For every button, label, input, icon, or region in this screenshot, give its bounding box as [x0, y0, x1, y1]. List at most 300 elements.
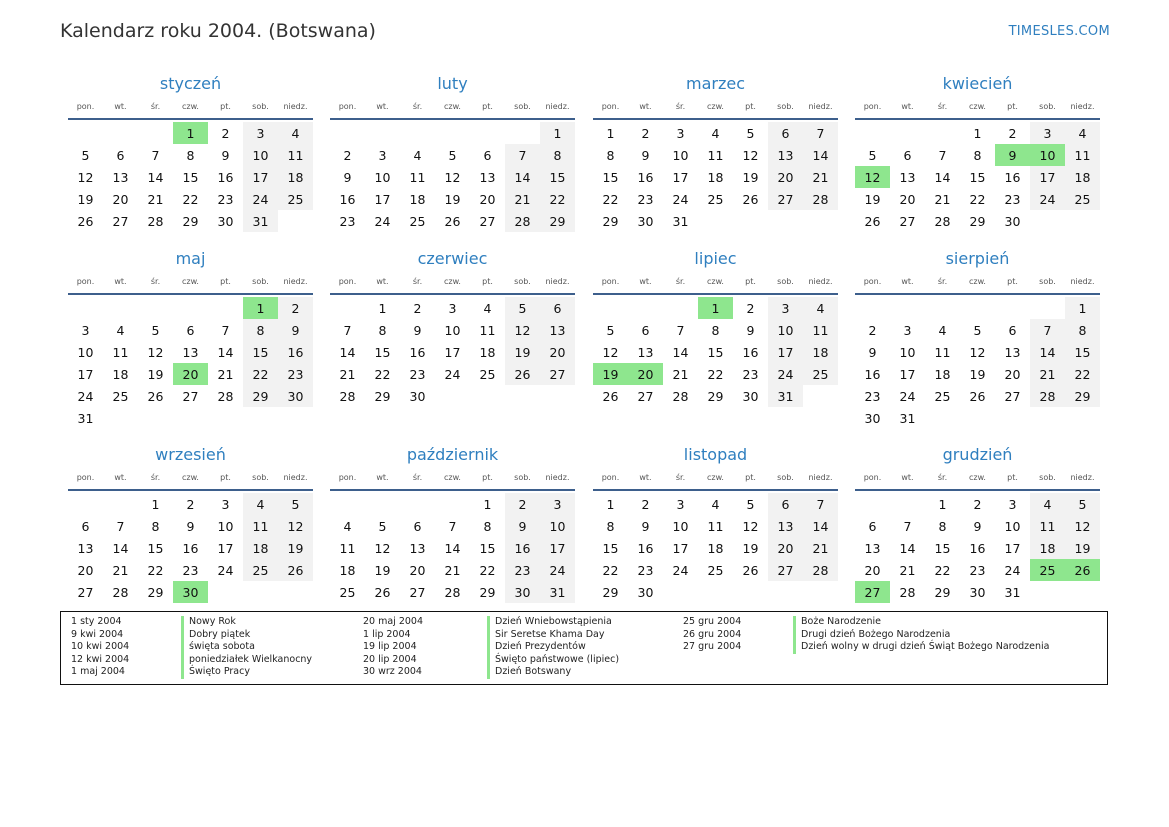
weekday-label: śr. — [937, 473, 948, 482]
empty-cell — [330, 297, 365, 319]
day-cell: 10 — [768, 319, 803, 341]
day-cell: 19 — [505, 341, 540, 363]
day-cell: 18 — [339, 562, 356, 578]
day-cell: 10 — [672, 518, 689, 534]
header-rule — [330, 489, 575, 491]
day-cell: 21 — [444, 562, 461, 578]
day-cell: 8 — [938, 518, 947, 534]
day-cell: 17 — [672, 540, 689, 556]
day-cell: 7 — [903, 518, 912, 534]
day-cell: 28 — [934, 213, 951, 229]
month-title: listopad — [683, 445, 748, 464]
day-cell: 14 — [803, 144, 838, 166]
day-cell: 25 — [1065, 188, 1100, 210]
empty-cell — [103, 493, 138, 515]
day-cell: 23 — [339, 213, 356, 229]
day-cell: 1 — [378, 300, 387, 316]
day-cell: 17 — [1004, 540, 1021, 556]
day-cell: 4 — [116, 322, 125, 338]
empty-cell — [890, 122, 925, 144]
day-cell: 23 — [742, 366, 759, 382]
legend-date: 27 gru 2004 — [683, 641, 742, 653]
day-cell: 27 — [768, 188, 803, 210]
day-cell: 23 — [637, 562, 654, 578]
empty-cell — [470, 122, 505, 144]
legend-date: 25 gru 2004 — [683, 616, 742, 627]
day-cell: 7 — [221, 322, 230, 338]
day-cell: 8 — [151, 518, 160, 534]
empty-cell — [435, 122, 470, 144]
month-block — [68, 445, 313, 603]
day-cell: 21 — [339, 366, 356, 382]
day-cell: 16 — [637, 169, 654, 185]
weekday-header — [593, 98, 838, 116]
day-cell: 13 — [768, 515, 803, 537]
day-cell: 8 — [606, 518, 615, 534]
day-cell: 18 — [707, 169, 724, 185]
weekday-label: pt. — [220, 102, 231, 111]
empty-cell — [593, 297, 628, 319]
legend-holiday-name: Boże Narodzenie — [793, 616, 1050, 629]
day-cell: 24 — [217, 562, 234, 578]
weekday-label: czw. — [444, 473, 461, 482]
day-cell: 8 — [973, 147, 982, 163]
day-cell: 6 — [903, 147, 912, 163]
day-cell: 2 — [343, 147, 352, 163]
weekday-header — [68, 98, 313, 116]
month-block — [855, 445, 1100, 603]
day-cell: 20 — [899, 191, 916, 207]
legend-date-column — [71, 616, 129, 679]
weekday-header — [855, 98, 1100, 116]
day-cell: 2 — [413, 300, 422, 316]
weekday-label: pt. — [1007, 102, 1018, 111]
day-cell: 10 — [672, 147, 689, 163]
weekday-header — [330, 469, 575, 487]
day-cell: 1 — [1065, 297, 1100, 319]
day-cell: 9 — [973, 518, 982, 534]
day-cell: 19 — [77, 191, 94, 207]
day-cell: 16 — [864, 366, 881, 382]
day-cell: 29 — [243, 385, 278, 407]
day-cell: 13 — [182, 344, 199, 360]
day-cell: 22 — [540, 188, 575, 210]
day-cell: 9 — [343, 169, 352, 185]
day-cell: 18 — [409, 191, 426, 207]
day-grid — [68, 122, 313, 232]
weekday-label: pt. — [482, 102, 493, 111]
weekday-label: niedz. — [808, 473, 833, 482]
day-grid — [855, 122, 1100, 232]
day-cell: 6 — [413, 518, 422, 534]
day-cell: 12 — [374, 540, 391, 556]
day-cell: 13 — [899, 169, 916, 185]
day-cell: 11 — [112, 344, 129, 360]
legend-date: 20 lip 2004 — [363, 653, 417, 665]
day-cell: 29 — [1065, 385, 1100, 407]
day-cell: 3 — [1008, 496, 1017, 512]
day-cell: 19 — [147, 366, 164, 382]
day-cell: 28 — [112, 584, 129, 600]
day-cell: 23 — [1004, 191, 1021, 207]
day-cell: 17 — [374, 191, 391, 207]
header-rule — [593, 489, 838, 491]
day-cell: 6 — [81, 518, 90, 534]
legend-name-column — [487, 616, 619, 679]
weekday-label: śr. — [675, 277, 686, 286]
weekday-label: sob. — [777, 473, 794, 482]
weekday-label: czw. — [444, 277, 461, 286]
weekday-label: śr. — [937, 102, 948, 111]
weekday-label: pon. — [601, 102, 620, 111]
day-cell: 13 — [112, 169, 129, 185]
day-cell: 14 — [112, 540, 129, 556]
legend-holiday-name: Święto Pracy — [181, 666, 312, 679]
day-cell: 27 — [1004, 388, 1021, 404]
day-grid — [330, 122, 575, 232]
day-grid — [330, 297, 575, 407]
day-cell: 22 — [934, 562, 951, 578]
day-cell: 5 — [448, 147, 457, 163]
empty-cell — [995, 297, 1030, 319]
day-cell: 26 — [444, 213, 461, 229]
day-cell: 25 — [707, 562, 724, 578]
day-cell: 5 — [606, 322, 615, 338]
legend-date: 19 lip 2004 — [363, 641, 417, 653]
day-cell: 25 — [479, 366, 496, 382]
day-cell: 2 — [746, 300, 755, 316]
weekday-label: wt. — [376, 277, 389, 286]
day-cell: 25 — [934, 388, 951, 404]
weekday-label: sob. — [1039, 102, 1056, 111]
day-cell: 20 — [77, 562, 94, 578]
day-cell: 16 — [217, 169, 234, 185]
day-cell: 24 — [672, 191, 689, 207]
day-cell: 22 — [602, 562, 619, 578]
day-cell: 15 — [374, 344, 391, 360]
day-cell: 8 — [540, 144, 575, 166]
day-cell: 27 — [540, 363, 575, 385]
legend-date: 1 sty 2004 — [71, 616, 122, 627]
day-cell: 27 — [182, 388, 199, 404]
day-cell: 7 — [803, 122, 838, 144]
day-cell: 18 — [479, 344, 496, 360]
empty-cell — [365, 493, 400, 515]
day-cell: 24 — [1030, 188, 1065, 210]
weekday-label: wt. — [376, 102, 389, 111]
day-cell: 13 — [1004, 344, 1021, 360]
day-cell: 8 — [711, 322, 720, 338]
holiday-cell: 20 — [173, 363, 208, 385]
day-cell: 28 — [899, 584, 916, 600]
weekday-label: sob. — [514, 277, 531, 286]
weekday-label: sob. — [252, 102, 269, 111]
day-cell: 14 — [934, 169, 951, 185]
day-cell: 7 — [505, 144, 540, 166]
day-cell: 23 — [217, 191, 234, 207]
weekday-label: pt. — [1007, 277, 1018, 286]
weekday-header — [330, 98, 575, 116]
holiday-cell: 19 — [593, 363, 628, 385]
day-cell: 21 — [934, 191, 951, 207]
header-rule — [593, 293, 838, 295]
weekday-label: czw. — [707, 277, 724, 286]
weekday-label: czw. — [182, 277, 199, 286]
day-cell: 25 — [278, 188, 313, 210]
day-cell: 9 — [413, 322, 422, 338]
day-cell: 4 — [711, 125, 720, 141]
day-cell: 3 — [1030, 122, 1065, 144]
weekday-label: niedz. — [1070, 102, 1095, 111]
weekday-label: wt. — [376, 473, 389, 482]
day-cell: 17 — [444, 344, 461, 360]
empty-cell — [68, 297, 103, 319]
day-cell: 8 — [1065, 319, 1100, 341]
legend-holiday-name: Dzień Prezydentów — [487, 641, 619, 654]
day-cell: 4 — [803, 297, 838, 319]
holiday-cell: 25 — [1030, 559, 1065, 581]
day-cell: 1 — [938, 496, 947, 512]
holiday-cell: 20 — [628, 363, 663, 385]
month-title: marzec — [685, 74, 745, 93]
day-cell: 12 — [77, 169, 94, 185]
holiday-legend — [60, 611, 1108, 685]
weekday-label: niedz. — [808, 277, 833, 286]
day-cell: 30 — [742, 388, 759, 404]
weekday-label: czw. — [182, 473, 199, 482]
day-cell: 22 — [707, 366, 724, 382]
empty-cell — [365, 122, 400, 144]
day-cell: 17 — [899, 366, 916, 382]
header-rule — [855, 293, 1100, 295]
day-cell: 28 — [339, 388, 356, 404]
weekday-label: pon. — [601, 277, 620, 286]
day-cell: 14 — [1030, 341, 1065, 363]
day-cell: 27 — [112, 213, 129, 229]
day-cell: 8 — [483, 518, 492, 534]
day-cell: 2 — [641, 125, 650, 141]
day-cell: 20 — [1004, 366, 1021, 382]
weekday-label: wt. — [639, 102, 652, 111]
day-cell: 30 — [637, 584, 654, 600]
weekday-label: wt. — [639, 473, 652, 482]
day-cell: 29 — [934, 584, 951, 600]
day-cell: 2 — [505, 493, 540, 515]
day-cell: 26 — [278, 559, 313, 581]
day-cell: 5 — [278, 493, 313, 515]
day-cell: 7 — [343, 322, 352, 338]
header-rule — [855, 118, 1100, 120]
weekday-label: pt. — [745, 277, 756, 286]
day-cell: 13 — [864, 540, 881, 556]
day-cell: 6 — [483, 147, 492, 163]
day-cell: 16 — [182, 540, 199, 556]
day-cell: 22 — [969, 191, 986, 207]
day-cell: 23 — [278, 363, 313, 385]
empty-cell — [890, 493, 925, 515]
day-grid — [68, 297, 313, 429]
day-cell: 22 — [1065, 363, 1100, 385]
day-cell: 23 — [864, 388, 881, 404]
weekday-label: śr. — [412, 473, 423, 482]
day-cell: 11 — [278, 144, 313, 166]
day-cell: 10 — [444, 322, 461, 338]
day-cell: 2 — [186, 496, 195, 512]
weekday-label: czw. — [707, 473, 724, 482]
day-cell: 10 — [540, 515, 575, 537]
day-cell: 11 — [409, 169, 426, 185]
day-cell: 21 — [1030, 363, 1065, 385]
day-cell: 24 — [768, 363, 803, 385]
day-cell: 7 — [938, 147, 947, 163]
day-cell: 14 — [147, 169, 164, 185]
day-cell: 5 — [81, 147, 90, 163]
empty-cell — [435, 493, 470, 515]
empty-cell — [103, 297, 138, 319]
day-cell: 29 — [707, 388, 724, 404]
weekday-label: wt. — [114, 102, 127, 111]
day-cell: 20 — [768, 166, 803, 188]
empty-cell — [68, 122, 103, 144]
holiday-cell: 30 — [173, 581, 208, 603]
day-cell: 25 — [409, 213, 426, 229]
day-grid — [593, 493, 838, 603]
day-cell: 5 — [378, 518, 387, 534]
day-cell: 27 — [409, 584, 426, 600]
day-cell: 28 — [217, 388, 234, 404]
brand-link[interactable]: TIMESLES.COM — [1008, 24, 1110, 39]
weekday-label: sob. — [777, 277, 794, 286]
day-cell: 20 — [864, 562, 881, 578]
day-cell: 3 — [540, 493, 575, 515]
holiday-cell: 1 — [173, 122, 208, 144]
day-cell: 4 — [483, 300, 492, 316]
day-cell: 18 — [934, 366, 951, 382]
day-cell: 14 — [803, 515, 838, 537]
day-cell: 27 — [899, 213, 916, 229]
header-rule — [855, 489, 1100, 491]
legend-date: 26 gru 2004 — [683, 628, 742, 640]
day-cell: 12 — [742, 147, 759, 163]
weekday-label: pt. — [220, 277, 231, 286]
day-cell: 2 — [868, 322, 877, 338]
day-cell: 21 — [672, 366, 689, 382]
day-cell: 25 — [707, 191, 724, 207]
empty-cell — [138, 122, 173, 144]
day-cell: 4 — [278, 122, 313, 144]
day-cell: 10 — [374, 169, 391, 185]
day-cell: 1 — [151, 496, 160, 512]
weekday-label: pt. — [745, 473, 756, 482]
day-cell: 27 — [479, 213, 496, 229]
day-cell: 12 — [969, 344, 986, 360]
day-cell: 30 — [217, 213, 234, 229]
day-cell: 11 — [479, 322, 496, 338]
day-cell: 4 — [711, 496, 720, 512]
empty-cell — [855, 493, 890, 515]
day-cell: 6 — [186, 322, 195, 338]
empty-cell — [173, 297, 208, 319]
day-cell: 7 — [1030, 319, 1065, 341]
day-cell: 29 — [182, 213, 199, 229]
weekday-label: pon. — [863, 473, 882, 482]
month-block — [855, 74, 1100, 232]
day-cell: 26 — [742, 191, 759, 207]
day-cell: 22 — [182, 191, 199, 207]
empty-cell — [628, 297, 663, 319]
legend-date: 30 wrz 2004 — [363, 666, 422, 678]
day-cell: 16 — [742, 344, 759, 360]
month-block — [330, 445, 575, 603]
day-cell: 26 — [505, 363, 540, 385]
empty-cell — [330, 122, 365, 144]
legend-holiday-name: Sir Seretse Khama Day — [487, 629, 619, 642]
day-cell: 10 — [217, 518, 234, 534]
day-cell: 30 — [637, 213, 654, 229]
day-cell: 14 — [444, 540, 461, 556]
day-cell: 20 — [112, 191, 129, 207]
day-cell: 31 — [768, 385, 803, 407]
day-cell: 16 — [505, 537, 540, 559]
day-cell: 6 — [540, 297, 575, 319]
day-cell: 17 — [243, 166, 278, 188]
day-cell: 14 — [217, 344, 234, 360]
day-grid — [68, 493, 313, 603]
day-cell: 12 — [444, 169, 461, 185]
day-cell: 9 — [186, 518, 195, 534]
day-cell: 11 — [707, 518, 724, 534]
day-cell: 15 — [479, 540, 496, 556]
day-cell: 19 — [1065, 537, 1100, 559]
day-cell: 19 — [742, 169, 759, 185]
day-cell: 3 — [676, 496, 685, 512]
day-cell: 7 — [151, 147, 160, 163]
legend-holiday-name: Dzień wolny w drugi dzień Świąt Bożego Narodzenia — [793, 641, 1050, 654]
weekday-header — [593, 273, 838, 291]
day-cell: 8 — [243, 319, 278, 341]
month-block — [593, 74, 838, 232]
day-cell: 12 — [1065, 515, 1100, 537]
day-cell: 6 — [641, 322, 650, 338]
day-cell: 23 — [637, 191, 654, 207]
day-cell: 18 — [1065, 166, 1100, 188]
month-title: styczeń — [159, 74, 222, 93]
weekday-label: wt. — [901, 277, 914, 286]
weekday-label: wt. — [639, 277, 652, 286]
month-block — [593, 445, 838, 603]
day-cell: 24 — [243, 188, 278, 210]
empty-cell — [663, 297, 698, 319]
day-cell: 3 — [221, 496, 230, 512]
weekday-label: śr. — [412, 277, 423, 286]
legend-date-column — [683, 616, 741, 654]
day-cell: 27 — [768, 559, 803, 581]
weekday-label: niedz. — [283, 473, 308, 482]
day-cell: 4 — [1030, 493, 1065, 515]
day-cell: 6 — [768, 122, 803, 144]
day-cell: 15 — [540, 166, 575, 188]
day-cell: 17 — [77, 366, 94, 382]
weekday-label: pon. — [863, 102, 882, 111]
weekday-label: pt. — [1007, 473, 1018, 482]
day-cell: 15 — [243, 341, 278, 363]
day-cell: 25 — [803, 363, 838, 385]
day-cell: 31 — [899, 410, 916, 426]
day-cell: 12 — [602, 344, 619, 360]
day-cell: 2 — [278, 297, 313, 319]
day-cell: 16 — [969, 540, 986, 556]
legend-name-column — [793, 616, 1050, 654]
